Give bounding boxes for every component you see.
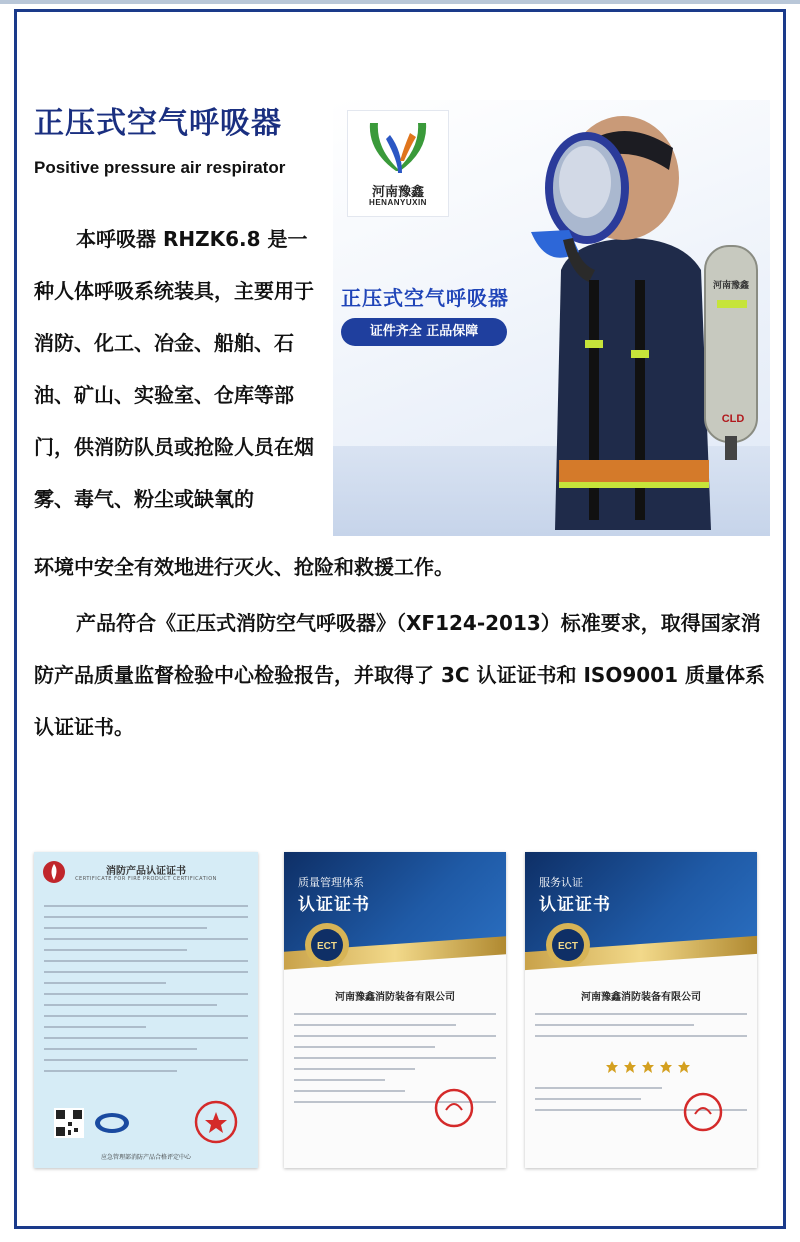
hero-guarantee-badge: 证件齐全 正品保障 bbox=[341, 318, 507, 346]
product-hero-image bbox=[333, 100, 770, 536]
service-certification-certificate bbox=[525, 852, 757, 1168]
seal-text: ECT bbox=[317, 941, 337, 952]
page-title: 正压式空气呼吸器 bbox=[34, 106, 282, 141]
certificate-category: 服务认证 bbox=[539, 876, 583, 889]
official-seal-icon bbox=[194, 1100, 238, 1144]
intro-paragraph: 本呼吸器 RHZK6.8 是一种人体呼吸系统装具，主要用于消防、化工、冶金、船舶、石油、矿山、实验室、仓库等部门，供消防队员或抢险人员在烟雾、毒气、粉尘或缺氧的 bbox=[34, 227, 314, 511]
certificate-body-lines bbox=[44, 896, 248, 1081]
red-seal-icon bbox=[434, 1088, 474, 1128]
certificate-issuer: 应急管理部消防产品合格评定中心 bbox=[100, 1154, 191, 1161]
hero-product-title: 正压式空气呼吸器 bbox=[341, 286, 509, 310]
cylinder-label: 河南豫鑫 bbox=[712, 281, 750, 291]
logo-english-name: HENANYUXIN bbox=[369, 198, 427, 207]
page-subtitle: Positive pressure air respirator bbox=[34, 158, 286, 177]
certificate-heading: 认证证书 bbox=[298, 895, 370, 915]
ect-seal-icon bbox=[545, 922, 591, 968]
certificate-category: 质量管理体系 bbox=[298, 876, 364, 889]
certified-company: 河南豫鑫消防装备有限公司 bbox=[581, 992, 701, 1003]
ect-seal-icon bbox=[304, 922, 350, 968]
five-star-rating-icon bbox=[605, 1060, 695, 1074]
compliance-paragraph: 产品符合《正压式消防空气呼吸器》（XF124-2013）标准要求，取得国家消防产品质量监督检验中心检验报告，并取得了 3C 认证证书和 ISO9001 质量体系认证证书。 bbox=[34, 611, 765, 739]
seal-text: ECT bbox=[558, 941, 578, 952]
quality-management-certificate bbox=[284, 852, 506, 1168]
certificate-subtitle: CERTIFICATE FOR FIRE PRODUCT CERTIFICATION bbox=[75, 876, 217, 882]
certificate-title: 消防产品认证证书 bbox=[106, 866, 186, 877]
certificate-body-lines bbox=[535, 1004, 747, 1046]
certified-company: 河南豫鑫消防装备有限公司 bbox=[335, 992, 455, 1003]
fire-product-certificate bbox=[34, 852, 258, 1168]
top-strip bbox=[0, 0, 800, 4]
certificate-heading: 认证证书 bbox=[539, 895, 611, 915]
red-seal-icon bbox=[683, 1092, 723, 1132]
logo-chinese-name: 河南豫鑫 bbox=[371, 185, 424, 200]
cnas-logo-icon bbox=[94, 1112, 130, 1134]
firefighter-illustration bbox=[333, 100, 770, 536]
qr-code-icon bbox=[54, 1108, 84, 1138]
cylinder-brand: CLD bbox=[721, 413, 745, 425]
intro-paragraph-tail: 环境中安全有效地进行灭火、抢险和救援工作。 bbox=[34, 555, 454, 579]
